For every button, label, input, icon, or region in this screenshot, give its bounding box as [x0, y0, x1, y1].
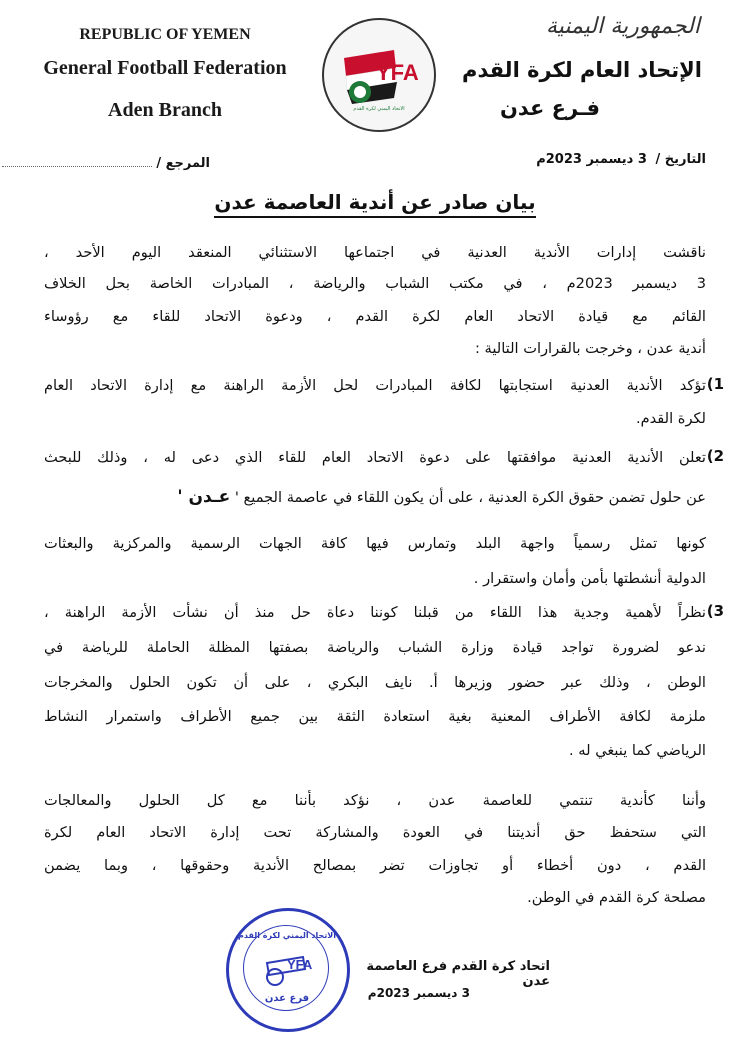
- emphasis-aden: عـدن ': [177, 487, 231, 507]
- federation-logo: [322, 18, 436, 132]
- item-line-text: عن حلول تضمن حقوق الكرة العدنية ، على أن يكون اللقاء في عاصمة الجميع ': [234, 489, 706, 506]
- stamp-bottom-text: فرع عدن: [264, 993, 310, 1004]
- closing-line: وأننا كأندية تنتمي للعاصمة عدن ، نؤكد بأننا مع كل الحلول والمعالجات: [44, 792, 706, 809]
- closing-line: التي ستحفظ حق أنديتنا في العودة والمشاركة تحت إدارة الاتحاد العام لكرة: [44, 824, 706, 841]
- item-number: 1): [706, 375, 724, 393]
- signature-org: اتحاد كرة القدم فرع العاصمة عدن: [366, 959, 550, 989]
- item-number: 3): [706, 602, 724, 620]
- reference-value-line: [2, 166, 152, 167]
- logo-text: YFA: [376, 60, 419, 85]
- closing-line: مصلحة كرة القدم في الوطن.: [527, 889, 706, 906]
- intro-line: 3 ديسمبر 2023م ، في مكتب الشباب والرياضة ، المبادرات الخاصة بحل الخلاف: [44, 275, 706, 292]
- header-en-branch: Aden Branch: [108, 99, 222, 121]
- official-stamp: [226, 908, 350, 1032]
- item-line: الدولية أنشطتها بأمن وأمان واستقرار .: [473, 570, 706, 587]
- item-line: تؤكد الأندية العدنية استجابتها لكافة المبادرات لحل الأزمة الراهنة مع إدارة الاتحاد العام: [44, 377, 706, 394]
- header-ar-republic: الجمهورية اليمنية: [545, 14, 700, 39]
- item-line: الوطن ، وذلك عبر حضور وزيرها أ. نايف البكري ، على أن تكون الحلول والمخرجات: [44, 674, 706, 691]
- item-number: 2): [706, 447, 724, 465]
- intro-line: أندية عدن ، وخرجت بالقرارات التالية :: [475, 340, 706, 357]
- reference-field: [2, 156, 210, 171]
- logo-subtext: الاتحاد اليمني لكرة القدم: [353, 106, 405, 112]
- stamp-top-text: الاتحاد اليمني لكرة القدم: [237, 931, 336, 940]
- header-ar-federation: الإتحاد العام لكرة القدم: [462, 58, 702, 82]
- item-line: تعلن الأندية العدنية موافقتها على دعوة الاتحاد العام للقاء الذي دعى له ، وذلك للبحث: [44, 449, 706, 466]
- header-en-federation: General Football Federation: [43, 57, 287, 79]
- item-line: لكرة القدم.: [635, 410, 706, 427]
- item-line: ندعو لضرورة تواجد قيادة وزارة الشباب والرياضة بصفتها المظلة الحاملة للرياضة في: [44, 639, 706, 656]
- item-line: كونها تمثل رسمياً واجهة البلد وتمارس فيها كافة الجهات الرسمية والمركزية والبعثات: [44, 535, 706, 552]
- header-en-country: REPUBLIC OF YEMEN: [79, 26, 251, 43]
- stamp-logo-text: YFA: [287, 957, 313, 972]
- date-value: 3 ديسمبر 2023م: [536, 152, 647, 167]
- item-line: [44, 486, 706, 509]
- statement-title: [0, 190, 750, 214]
- intro-line: القائم مع قيادة الاتحاد العام لكرة القدم ، ودعوة الاتحاد للقاء مع رؤوساء: [44, 308, 706, 325]
- date-label: التاريخ /: [655, 152, 706, 167]
- item-line: نظراً لأهمية وجدية هذا اللقاء من قبلنا كوننا دعاة حل منذ أن نشأت الأزمة الراهنة ،: [44, 604, 706, 621]
- item-line: الرياضي كما ينبغي له .: [569, 742, 706, 759]
- item-line: ملزمة لكافة الأطراف المعنية بغية استعادة الثقة بين جميع الأطراف واستمرار النشاط: [44, 708, 706, 725]
- closing-line: القدم ، دون أخطاء أو تجاوزات تضر بمصالح الأندية وحقوقها ، وبما يضمن: [44, 857, 706, 874]
- signature-date: 3 ديسمبر 2023م: [367, 986, 470, 1000]
- header-ar-branch: فـرع عدن: [499, 96, 600, 120]
- statement-title-text: بيان صادر عن أندية العاصمة عدن: [214, 190, 535, 218]
- reference-label: المرجع /: [156, 156, 210, 171]
- intro-line: ناقشت إدارات الأندية العدنية في اجتماعها الاستثنائي المنعقد اليوم الأحد ،: [44, 244, 706, 261]
- date-field: [536, 152, 706, 167]
